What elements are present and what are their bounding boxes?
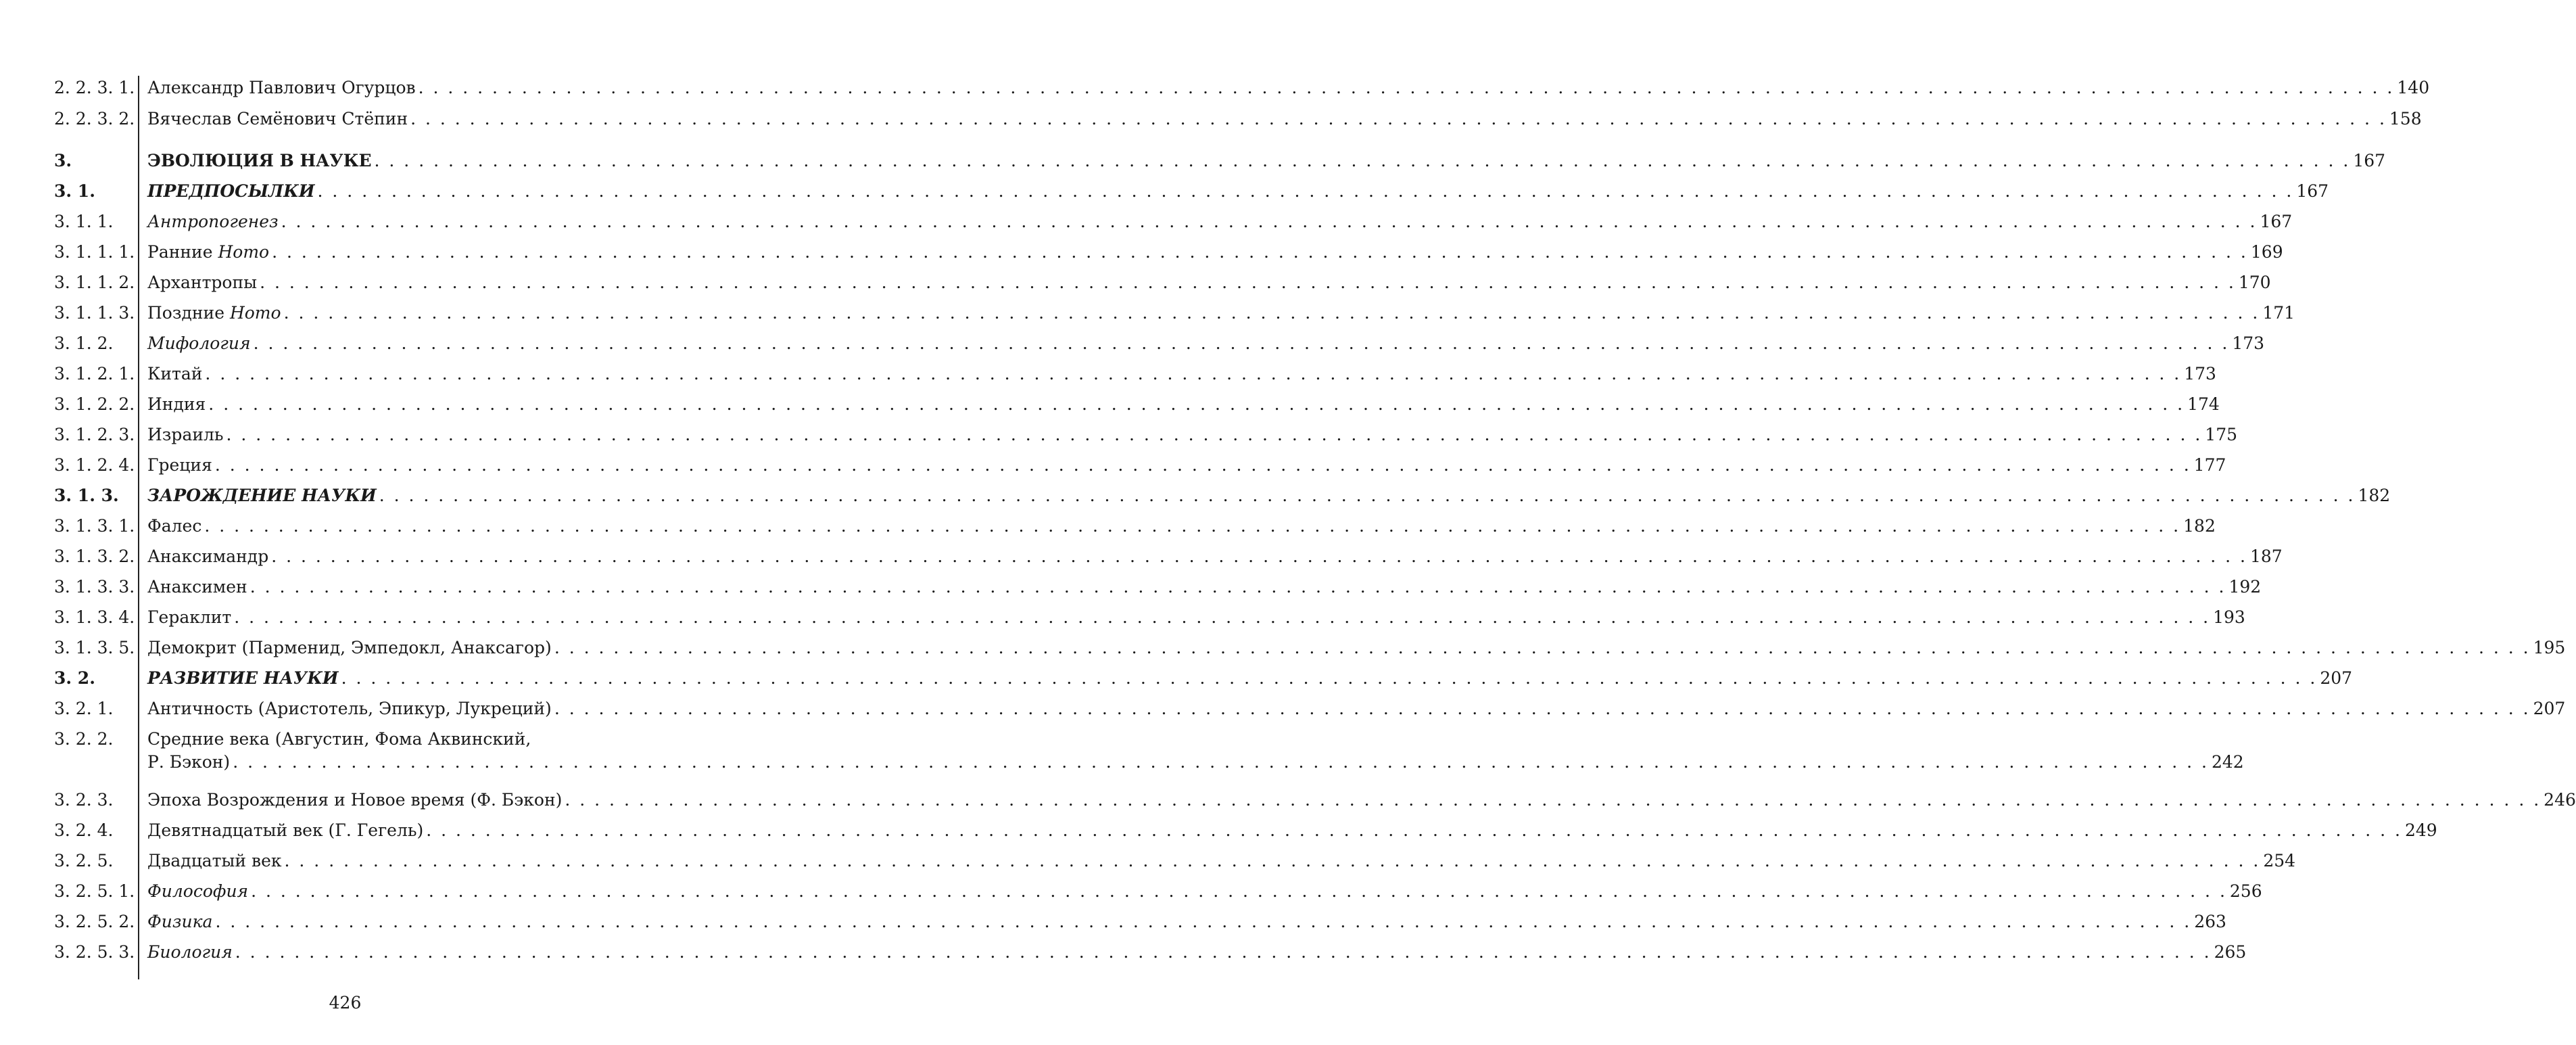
dot-leader: . . . . . . . . . . . . . . . . . . . . . . . . . . . . . . . . . . . . . . . . . . . . . . . . . . . . . . . . . . . . . . . . . . . . . . . . . . . . . . . . . . . . . . . . . . . . . . . . . . . . . . . . . . . . . . . . . . . . . . . . . . . . . . . . . . . . . . (317, 181, 2294, 201)
toc-entry (147, 240, 2283, 264)
toc-entry (147, 544, 2283, 569)
section-number: 3. 2. 1. (54, 699, 114, 718)
section-title-continued: Р. Бэкон) (147, 752, 231, 772)
dot-leader: . . . . . . . . . . . . . . . . . . . . . . . . . . . . . . . . . . . . . . . . . . . . . . . . . . . . . . . . . . . . . . . . . . . . . . . . . . . . . . . . . . . . . . . . . . . . . . . . . . . . . . . . . . . . . . . . . . . . . . . . . . . . . . . . . . . . . . (341, 668, 2318, 688)
section-title-part: Homo (218, 242, 270, 262)
page-reference: 249 (2405, 820, 2437, 840)
page-reference: 177 (2193, 455, 2226, 475)
section-title: Александр Павлович Огурцов (147, 78, 416, 97)
section-number: 3. 1. 3. 5. (54, 638, 135, 657)
toc-row (0, 392, 2220, 417)
dot-leader: . . . . . . . . . . . . . . . . . . . . . . . . . . . . . . . . . . . . . . . . . . . . . . . . . . . . . . . . . . . . . . . . . . . . . . . . . . . . . . . . . . . . . . . . . . . . . . . . . . . . . . . . . . . . . . . . . . . . . . . . . . . . . . . . . . . . . . (208, 394, 2185, 414)
section-number: 3. 2. 3. (54, 790, 114, 810)
toc-entry (147, 605, 2245, 630)
page-reference: 242 (2211, 752, 2244, 772)
section-number: 2. 2. 3. 2. (54, 109, 135, 129)
dot-leader: . . . . . . . . . . . . . . . . . . . . . . . . . . . . . . . . . . . . . . . . . . . . . . . . . . . . . . . . . . . . . . . . . . . . . . . . . . . . . . . . . . . . . . . . . . . . . . . . . . . . . . . . . . . . . . . . . . . . . . . . . . . . . . . . . . . . . . (426, 820, 2402, 840)
toc-row (0, 210, 2293, 234)
toc-row (0, 940, 2247, 965)
page-reference: 173 (2184, 364, 2216, 384)
toc-entry (147, 636, 2566, 660)
toc-row (0, 788, 2576, 812)
section-number: 3. 1. 1. 1. (54, 242, 135, 262)
toc-row (0, 575, 2262, 599)
dot-leader: . . . . . . . . . . . . . . . . . . . . . . . . . . . . . . . . . . . . . . . . . . . . . . . . . . . . . . . . . . . . . . . . . . . . . . . . . . . . . . . . . . . . . . . . . . . . . . . . . . . . . . . . . . . . . . . . . . . . . . . . . . . . . . . . . . . . . . (234, 607, 2211, 627)
section-title: Биология (147, 942, 233, 962)
page-reference: 207 (2320, 668, 2353, 688)
dot-leader: . . . . . . . . . . . . . . . . . . . . . . . . . . . . . . . . . . . . . . . . . . . . . . . . . . . . . . . . . . . . . . . . . . . . . . . . . . . . . . . . . . . . . . . . . . . . . . . . . . . . . . . . . . . . . . . . . . . . . . . . . . . . . . . . . . . . . . (204, 516, 2181, 536)
dot-leader: . . . . . . . . . . . . . . . . . . . . . . . . . . . . . . . . . . . . . . . . . . . . . . . . . . . . . . . . . . . . . . . . . . . . . . . . . . . . . . . . . . . . . . . . . . . . . . . . . . . . . . . . . . . . . . . . . . . . . . . . . . . . . . . . . . . . . . (215, 912, 2192, 931)
page-reference: 195 (2533, 638, 2566, 657)
dot-leader: . . . . . . . . . . . . . . . . . . . . . . . . . . . . . . . . . . . . . . . . . . . . . . . . . . . . . . . . . . . . . . . . . . . . . . . . . . . . . . . . . . . . . . . . . . . . . . . . . . . . . . . . . . . . . . . . . . . . . . . . . . . . . . . . . . . . . . (374, 151, 2351, 170)
page-reference: 207 (2533, 699, 2566, 718)
toc-row (0, 727, 2244, 776)
page-number: 426 (329, 993, 362, 1013)
toc-entry (147, 879, 2262, 904)
section-number: 3. 2. 5. 3. (54, 942, 135, 962)
toc-entry (147, 210, 2293, 234)
section-title: ЗАРОЖДЕНИЕ НАУКИ (147, 486, 377, 505)
section-number: 3. 1. 2. 2. (54, 394, 135, 414)
section-title: Физика (147, 912, 213, 931)
toc-entry (147, 940, 2247, 965)
page-reference: 265 (2214, 942, 2247, 962)
toc-row (0, 271, 2271, 295)
toc-entry (147, 107, 2422, 131)
toc-entry (147, 910, 2226, 934)
section-title-part: Поздние (147, 303, 230, 323)
section-number: 3. 1. 3. 3. (54, 577, 135, 597)
page-reference: 192 (2228, 577, 2262, 597)
section-title: Девятнадцатый век (Г. Гегель) (147, 820, 424, 840)
toc-entry (147, 423, 2238, 447)
page-reference: 171 (2262, 303, 2295, 323)
toc-row (0, 423, 2238, 447)
toc-row (0, 107, 2422, 131)
section-title: Античность (Аристотель, Эпикур, Лукреций) (147, 699, 552, 718)
page-reference: 158 (2389, 109, 2422, 129)
page-reference: 169 (2250, 242, 2283, 262)
toc-row (0, 544, 2283, 569)
toc-entry (147, 271, 2271, 295)
dot-leader: . . . . . . . . . . . . . . . . . . . . . . . . . . . . . . . . . . . . . . . . . . . . . . . . . . . . . . . . . . . . . . . . . . . . . . . . . . . . . . . . . . . . . . . . . . . . . . . . . . . . . . . . . . . . . . . . . . . . . . . . . . . . . . . . . . . . . . (249, 577, 2226, 597)
section-number: 3. 1. 3. 1. (54, 516, 135, 536)
dot-leader: . . . . . . . . . . . . . . . . . . . . . . . . . . . . . . . . . . . . . . . . . . . . . . . . . . . . . . . . . . . . . . . . . . . . . . . . . . . . . . . . . . . . . . . . . . . . . . . . . . . . . . . . . . . . . . . . . . . . . . . . . . . . . . . . . . . . . . (554, 699, 2531, 718)
page-reference: 173 (2232, 333, 2265, 353)
section-number: 3. 1. 3. (54, 486, 119, 505)
dot-leader: . . . . . . . . . . . . . . . . . . . . . . . . . . . . . . . . . . . . . . . . . . . . . . . . . . . . . . . . . . . . . . . . . . . . . . . . . . . . . . . . . . . . . . . . . . . . . . . . . . . . . . . . . . . . . . . . . . . . . . . . . . . . . . . . . . . . . . (271, 547, 2247, 566)
toc-row (0, 666, 2353, 691)
toc-entry (147, 818, 2437, 843)
section-number: 3. 1. 2. (54, 333, 114, 353)
dot-leader: . . . . . . . . . . . . . . . . . . . . . . . . . . . . . . . . . . . . . . . . . . . . . . . . . . . . . . . . . . . . . . . . . . . . . . . . . . . . . . . . . . . . . . . . . . . . . . . . . . . . . . . . . . . . . . . . . . . . . . . . . . . . . . . . . . . . . . (233, 752, 2209, 772)
toc-entry (147, 453, 2226, 478)
toc-row (0, 636, 2566, 660)
dot-leader: . . . . . . . . . . . . . . . . . . . . . . . . . . . . . . . . . . . . . . . . . . . . . . . . . . . . . . . . . . . . . . . . . . . . . . . . . . . . . . . . . . . . . . . . . . . . . . . . . . . . . . . . . . . . . . . . . . . . . . . . . . . . . . . . . . . . . . (281, 212, 2258, 231)
section-title: Архантропы (147, 273, 258, 292)
section-title (147, 240, 269, 264)
page-reference: 187 (2250, 547, 2283, 566)
toc-row (0, 149, 2386, 173)
toc-entry (147, 666, 2353, 691)
section-title: Философия (147, 881, 249, 901)
section-number: 3. 1. 3. 2. (54, 547, 135, 566)
section-title: Мифология (147, 333, 251, 353)
section-title: Греция (147, 455, 212, 475)
toc-row (0, 301, 2295, 325)
section-title: Двадцатый век (147, 851, 282, 870)
section-title (147, 301, 281, 325)
section-title-part: Homo (229, 303, 281, 323)
toc-entry (147, 788, 2576, 812)
dot-leader: . . . . . . . . . . . . . . . . . . . . . . . . . . . . . . . . . . . . . . . . . . . . . . . . . . . . . . . . . . . . . . . . . . . . . . . . . . . . . . . . . . . . . . . . . . . . . . . . . . . . . . . . . . . . . . . . . . . . . . . . . . . . . . . . . . . . . . (226, 425, 2203, 444)
section-number: 3. 1. (54, 181, 95, 201)
page-reference: 174 (2187, 394, 2220, 414)
toc-entry (147, 301, 2295, 325)
toc-row (0, 362, 2216, 386)
page-reference: 182 (2183, 516, 2216, 536)
toc-row (0, 484, 2391, 508)
section-title: Анаксимандр (147, 547, 269, 566)
toc-entry (147, 514, 2216, 538)
section-title: Вячеслав Семёнович Стёпин (147, 109, 408, 129)
section-number: 3. 1. 2. 4. (54, 455, 135, 475)
toc-entry (147, 849, 2296, 873)
toc-row (0, 179, 2329, 204)
dot-leader: . . . . . . . . . . . . . . . . . . . . . . . . . . . . . . . . . . . . . . . . . . . . . . . . . . . . . . . . . . . . . . . . . . . . . . . . . . . . . . . . . . . . . . . . . . . . . . . . . . . . . . . . . . . . . . . . . . . . . . . . . . . . . . . . . . . . . . (283, 303, 2260, 323)
toc-entry (147, 331, 2265, 356)
toc-row (0, 240, 2283, 264)
toc-row (0, 910, 2226, 934)
section-number: 3. 2. 5. 2. (54, 912, 135, 931)
section-number: 3. 2. 4. (54, 820, 114, 840)
section-title: ЭВОЛЮЦИЯ В НАУКЕ (147, 151, 372, 170)
section-number: 3. 1. 2. 1. (54, 364, 135, 384)
toc-row (0, 76, 2430, 100)
section-title: РАЗВИТИЕ НАУКИ (147, 668, 339, 688)
toc-row (0, 849, 2296, 873)
section-number: 3. 1. 1. 3. (54, 303, 135, 323)
page-reference: 140 (2397, 78, 2430, 97)
section-title: Китай (147, 364, 203, 384)
section-title: ПРЕДПОСЫЛКИ (147, 181, 315, 201)
section-title-part: Ранние (147, 242, 218, 262)
dot-leader: . . . . . . . . . . . . . . . . . . . . . . . . . . . . . . . . . . . . . . . . . . . . . . . . . . . . . . . . . . . . . . . . . . . . . . . . . . . . . . . . . . . . . . . . . . . . . . . . . . . . . . . . . . . . . . . . . . . . . . . . . . . . . . . . . . . . . . (214, 455, 2191, 475)
toc-entry (147, 362, 2216, 386)
section-title: Фалес (147, 516, 202, 536)
section-title: Израиль (147, 425, 224, 444)
section-number: 3. 2. 5. 1. (54, 881, 135, 901)
dot-leader: . . . . . . . . . . . . . . . . . . . . . . . . . . . . . . . . . . . . . . . . . . . . . . . . . . . . . . . . . . . . . . . . . . . . . . . . . . . . . . . . . . . . . . . . . . . . . . . . . . . . . . . . . . . . . . . . . . . . . . . . . . . . . . . . . . . . . . (235, 942, 2212, 962)
dot-leader: . . . . . . . . . . . . . . . . . . . . . . . . . . . . . . . . . . . . . . . . . . . . . . . . . . . . . . . . . . . . . . . . . . . . . . . . . . . . . . . . . . . . . . . . . . . . . . . . . . . . . . . . . . . . . . . . . . . . . . . . . . . . . . . . . . . . . . (205, 364, 2182, 384)
section-number: 2. 2. 3. 1. (54, 78, 135, 97)
section-number: 3. (54, 151, 72, 170)
page-reference: 256 (2229, 881, 2262, 901)
toc-row (0, 818, 2437, 843)
page-reference: 193 (2213, 607, 2245, 627)
page-reference: 263 (2194, 912, 2226, 931)
section-title: Демокрит (Парменид, Эмпедокл, Анаксагор) (147, 638, 552, 657)
toc-entry (147, 697, 2566, 721)
dot-leader: . . . . . . . . . . . . . . . . . . . . . . . . . . . . . . . . . . . . . . . . . . . . . . . . . . . . . . . . . . . . . . . . . . . . . . . . . . . . . . . . . . . . . . . . . . . . . . . . . . . . . . . . . . . . . . . . . . . . . . . . . . . . . . . . . . . . . . (418, 78, 2395, 97)
section-number: 3. 2. 2. (54, 729, 114, 749)
dot-leader: . . . . . . . . . . . . . . . . . . . . . . . . . . . . . . . . . . . . . . . . . . . . . . . . . . . . . . . . . . . . . . . . . . . . . . . . . . . . . . . . . . . . . . . . . . . . . . . . . . . . . . . . . . . . . . . . . . . . . . . . . . . . . . . . . . . . . . (260, 273, 2236, 292)
toc-row (0, 879, 2262, 904)
section-number: 3. 1. 1. (54, 212, 114, 231)
toc-entry (147, 179, 2329, 204)
page-reference: 167 (2353, 151, 2386, 170)
section-title: Антропогенез (147, 212, 279, 231)
section-title: Индия (147, 394, 206, 414)
section-number: 3. 2. (54, 668, 95, 688)
dot-leader: . . . . . . . . . . . . . . . . . . . . . . . . . . . . . . . . . . . . . . . . . . . . . . . . . . . . . . . . . . . . . . . . . . . . . . . . . . . . . . . . . . . . . . . . . . . . . . . . . . . . . . . . . . . . . . . . . . . . . . . . . . . . . . . . . . . . . . (253, 333, 2230, 353)
dot-leader: . . . . . . . . . . . . . . . . . . . . . . . . . . . . . . . . . . . . . . . . . . . . . . . . . . . . . . . . . . . . . . . . . . . . . . . . . . . . . . . . . . . . . . . . . . . . . . . . . . . . . . . . . . . . . . . . . . . . . . . . . . . . . . . . . . . . . . (284, 851, 2261, 870)
section-number: 3. 1. 1. 2. (54, 273, 135, 292)
dot-leader: . . . . . . . . . . . . . . . . . . . . . . . . . . . . . . . . . . . . . . . . . . . . . . . . . . . . . . . . . . . . . . . . . . . . . . . . . . . . . . . . . . . . . . . . . . . . . . . . . . . . . . . . . . . . . . . . . . . . . . . . . . . . . . . . . . . . . . (565, 790, 2542, 810)
toc-entry (147, 484, 2391, 508)
page-reference: 254 (2263, 851, 2296, 870)
toc-row (0, 331, 2265, 356)
dot-leader: . . . . . . . . . . . . . . . . . . . . . . . . . . . . . . . . . . . . . . . . . . . . . . . . . . . . . . . . . . . . . . . . . . . . . . . . . . . . . . . . . . . . . . . . . . . . . . . . . . . . . . . . . . . . . . . . . . . . . . . . . . . . . . . . . . . . . . (272, 242, 2248, 262)
section-title: Эпоха Возрождения и Новое время (Ф. Бэкон) (147, 790, 563, 810)
toc-row (0, 697, 2566, 721)
page-reference: 167 (2260, 212, 2293, 231)
page-reference: 182 (2358, 486, 2391, 505)
dot-leader: . . . . . . . . . . . . . . . . . . . . . . . . . . . . . . . . . . . . . . . . . . . . . . . . . . . . . . . . . . . . . . . . . . . . . . . . . . . . . . . . . . . . . . . . . . . . . . . . . . . . . . . . . . . . . . . . . . . . . . . . . . . . . . . . . . . . . . (251, 881, 2227, 901)
section-number: 3. 1. 2. 3. (54, 425, 135, 444)
page-reference: 246 (2544, 790, 2576, 810)
toc-entry (147, 575, 2262, 599)
section-number: 3. 2. 5. (54, 851, 114, 870)
section-title: Средние века (Августин, Фома Аквинский, (147, 729, 531, 749)
dot-leader: . . . . . . . . . . . . . . . . . . . . . . . . . . . . . . . . . . . . . . . . . . . . . . . . . . . . . . . . . . . . . . . . . . . . . . . . . . . . . . . . . . . . . . . . . . . . . . . . . . . . . . . . . . . . . . . . . . . . . . . . . . . . . . . . . . . . . . (379, 486, 2356, 505)
section-number: 3. 1. 3. 4. (54, 607, 135, 627)
dot-leader: . . . . . . . . . . . . . . . . . . . . . . . . . . . . . . . . . . . . . . . . . . . . . . . . . . . . . . . . . . . . . . . . . . . . . . . . . . . . . . . . . . . . . . . . . . . . . . . . . . . . . . . . . . . . . . . . . . . . . . . . . . . . . . . . . . . . . . (410, 109, 2387, 129)
toc-entry (147, 149, 2386, 173)
toc-entry (147, 750, 2244, 774)
section-title: Гераклит (147, 607, 232, 627)
page-reference: 167 (2296, 181, 2329, 201)
page-reference: 175 (2205, 425, 2238, 444)
page-reference: 170 (2238, 273, 2271, 292)
toc-row (0, 453, 2226, 478)
toc-row (0, 605, 2245, 630)
toc-entry (147, 392, 2220, 417)
toc-entry (147, 76, 2430, 100)
toc-row (0, 514, 2216, 538)
dot-leader: . . . . . . . . . . . . . . . . . . . . . . . . . . . . . . . . . . . . . . . . . . . . . . . . . . . . . . . . . . . . . . . . . . . . . . . . . . . . . . . . . . . . . . . . . . . . . . . . . . . . . . . . . . . . . . . . . . . . . . . . . . . . . . . . . . . . . . (554, 638, 2531, 657)
section-title: Анаксимен (147, 577, 247, 597)
